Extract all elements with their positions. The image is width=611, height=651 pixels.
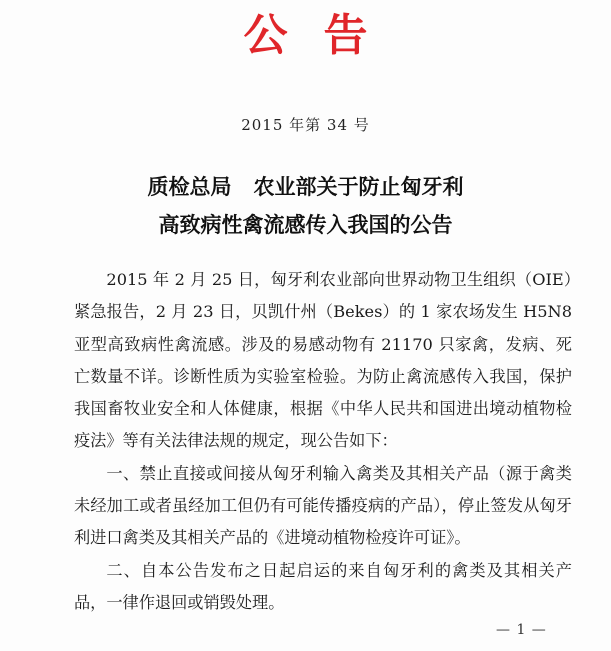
document-title-issuer: 质检总局: [147, 174, 232, 199]
body-paragraph-intro: 2015 年 2 月 25 日，匈牙利农业部向世界动物卫生组织（OIE）紧急报告，2 月 23 日，贝凯什州（Bekes）的 1 家农场发生 H5N8 亚型高致病性禽流感。涉及的易感动物有 21170 只家禽，发病、死亡数量不详。诊断性质为实验室检验。为防止禽流感传入我国，保护我国畜牧业安全和人体健康，根据《中华人民共和国进出境动植物检疫法》等有关法律法规的规定，现公告如下：: [74, 270, 572, 451]
document-title-line-1: [0, 168, 611, 206]
body-paragraph-item-1: 一、禁止直接或间接从匈牙利输入禽类及其相关产品（源于禽类未经加工或者虽经加工但仍有可能传播疫病的产品），停止签发从匈牙利进口禽类及其相关产品的《进境动植物检疫许可证》。: [74, 463, 572, 548]
document-number: 2015 年第 34 号: [241, 116, 370, 134]
page-number: — 1 —: [496, 622, 547, 638]
document-body: [74, 264, 572, 619]
announcement-header: 公告: [243, 10, 404, 61]
body-paragraph-item-2: 二、自本公告发布之日起启运的来自匈牙利的禽类及其相关产品，一律作退回或销毁处理。: [74, 560, 572, 612]
document-title-subject: 农业部关于防止匈牙利: [253, 174, 464, 199]
document-title-line-2: 高致病性禽流感传入我国的公告: [158, 212, 453, 237]
document-title: [0, 168, 611, 244]
